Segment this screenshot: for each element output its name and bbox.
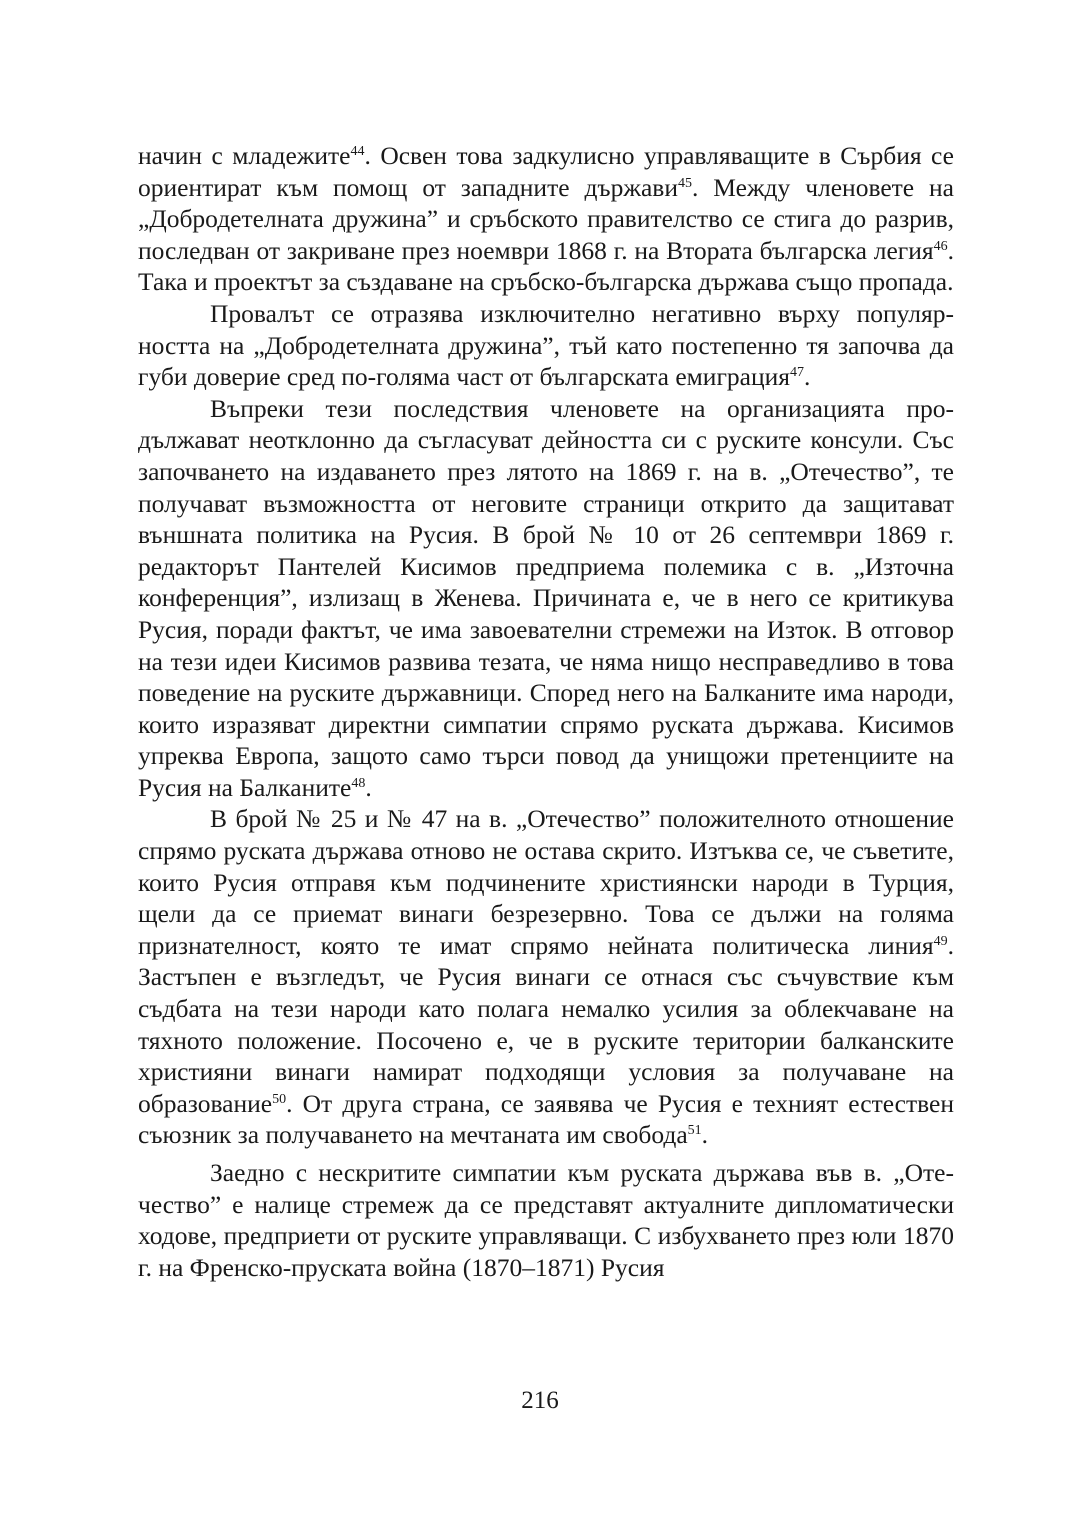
- text-run: Заедно с нескритите симпатии към руската държава във в. „Отечество” е налице стремеж да се представят актуалните дипломатически ходове, предприети от руските управляващи. С избухването през юли 1870 г. на Френско-пруската война (1870–1871) Русия: [138, 1158, 954, 1282]
- footnote-ref: 48: [351, 775, 366, 791]
- footnote-ref: 51: [687, 1123, 702, 1139]
- page-body: [138, 140, 954, 1283]
- page-number: 216: [521, 1387, 559, 1414]
- paragraph: [138, 803, 954, 1151]
- text-run: . Така и проектът за създаване на сръбско-българска държава също пропада.: [138, 235, 954, 297]
- text-run: . От друга страна, се заявява че Русия е техният естествен съюзник за получаването на мечтаната им свобода: [138, 1088, 954, 1150]
- paragraph: [138, 1157, 954, 1283]
- footnote-ref: 49: [933, 933, 948, 949]
- text-run: .: [701, 1120, 709, 1150]
- paragraph: [138, 298, 954, 393]
- text-run: В брой № 25 и № 47 на в. „Отечество” положителното отношение спрямо руската държава отново не остава скрито. Изтъква се, че съветите, които Русия отправя към подчинените християнски народи в Турция, щели да се приемат винаги безрезервно. Това се дължи на голяма признателност, която те имат спрямо нейната политическа линия: [138, 804, 954, 960]
- footnote-ref: 47: [790, 365, 804, 381]
- footnote-ref: 45: [678, 175, 692, 191]
- paragraph: [138, 140, 954, 298]
- footnote-ref: 50: [272, 1091, 287, 1107]
- text-run: .: [365, 772, 372, 802]
- text-run: .: [804, 362, 811, 392]
- text-run: . Застъпен е възгледът, че Русия винаги се отнася със съчувствие към съдбата на тези народи като полага немалко усилия за облекчаване на тяхното положение. Посочено е, че в руските територии балканските християни винаги намират подходящи условия за получаване на образование: [138, 930, 954, 1118]
- text-run: Провалът се отразява изключително негативно върху популярността на „Добродетелната дружина”, тъй като постепенно тя започва да губи доверие сред по-голяма част от българската емиграция: [138, 298, 954, 392]
- text-run: начин с младежите: [138, 141, 351, 170]
- footnote-ref: 44: [350, 144, 365, 159]
- footnote-ref: 46: [933, 238, 948, 254]
- text-run: Въпреки тези последствия членовете на организацията продължават неотклонно да съгласуват дейността си с руските консули. Със започването на издаването през лятото на 1869 г. на в. „Отечество”, те получават възможността от неговите страници открито да защитават външната политика на Русия. В брой № 10 от 26 септември 1869 г. редакторът Пантелей Кисимов предприема полемика с в. „Източна конференция”, излизащ в Женева. Причината е, че в него се критикува Русия, поради фактът, че има завоевателни стремежи на Изток. В отговор на тези идеи Кисимов развива тезата, че няма нищо несправедливо в това поведение на руските държавници. Според него на Балканите има народи, които изразяват директни симпатии спрямо руската държава. Кисимов упреква Европа, защото само търси повод да унищожи претенциите на Русия на Балканите: [138, 393, 954, 802]
- text-run: . Освен това задкулисно управляващите в Сърбия се ориентират към помощ от западните държави: [138, 141, 954, 202]
- text-run: . Между членовете на „Добродетелната дружина” и сръбското правителство се стига до разрив, последван от закриване през ноември 1868 г. на Втората българска легия: [138, 172, 955, 265]
- paragraph: [138, 393, 954, 804]
